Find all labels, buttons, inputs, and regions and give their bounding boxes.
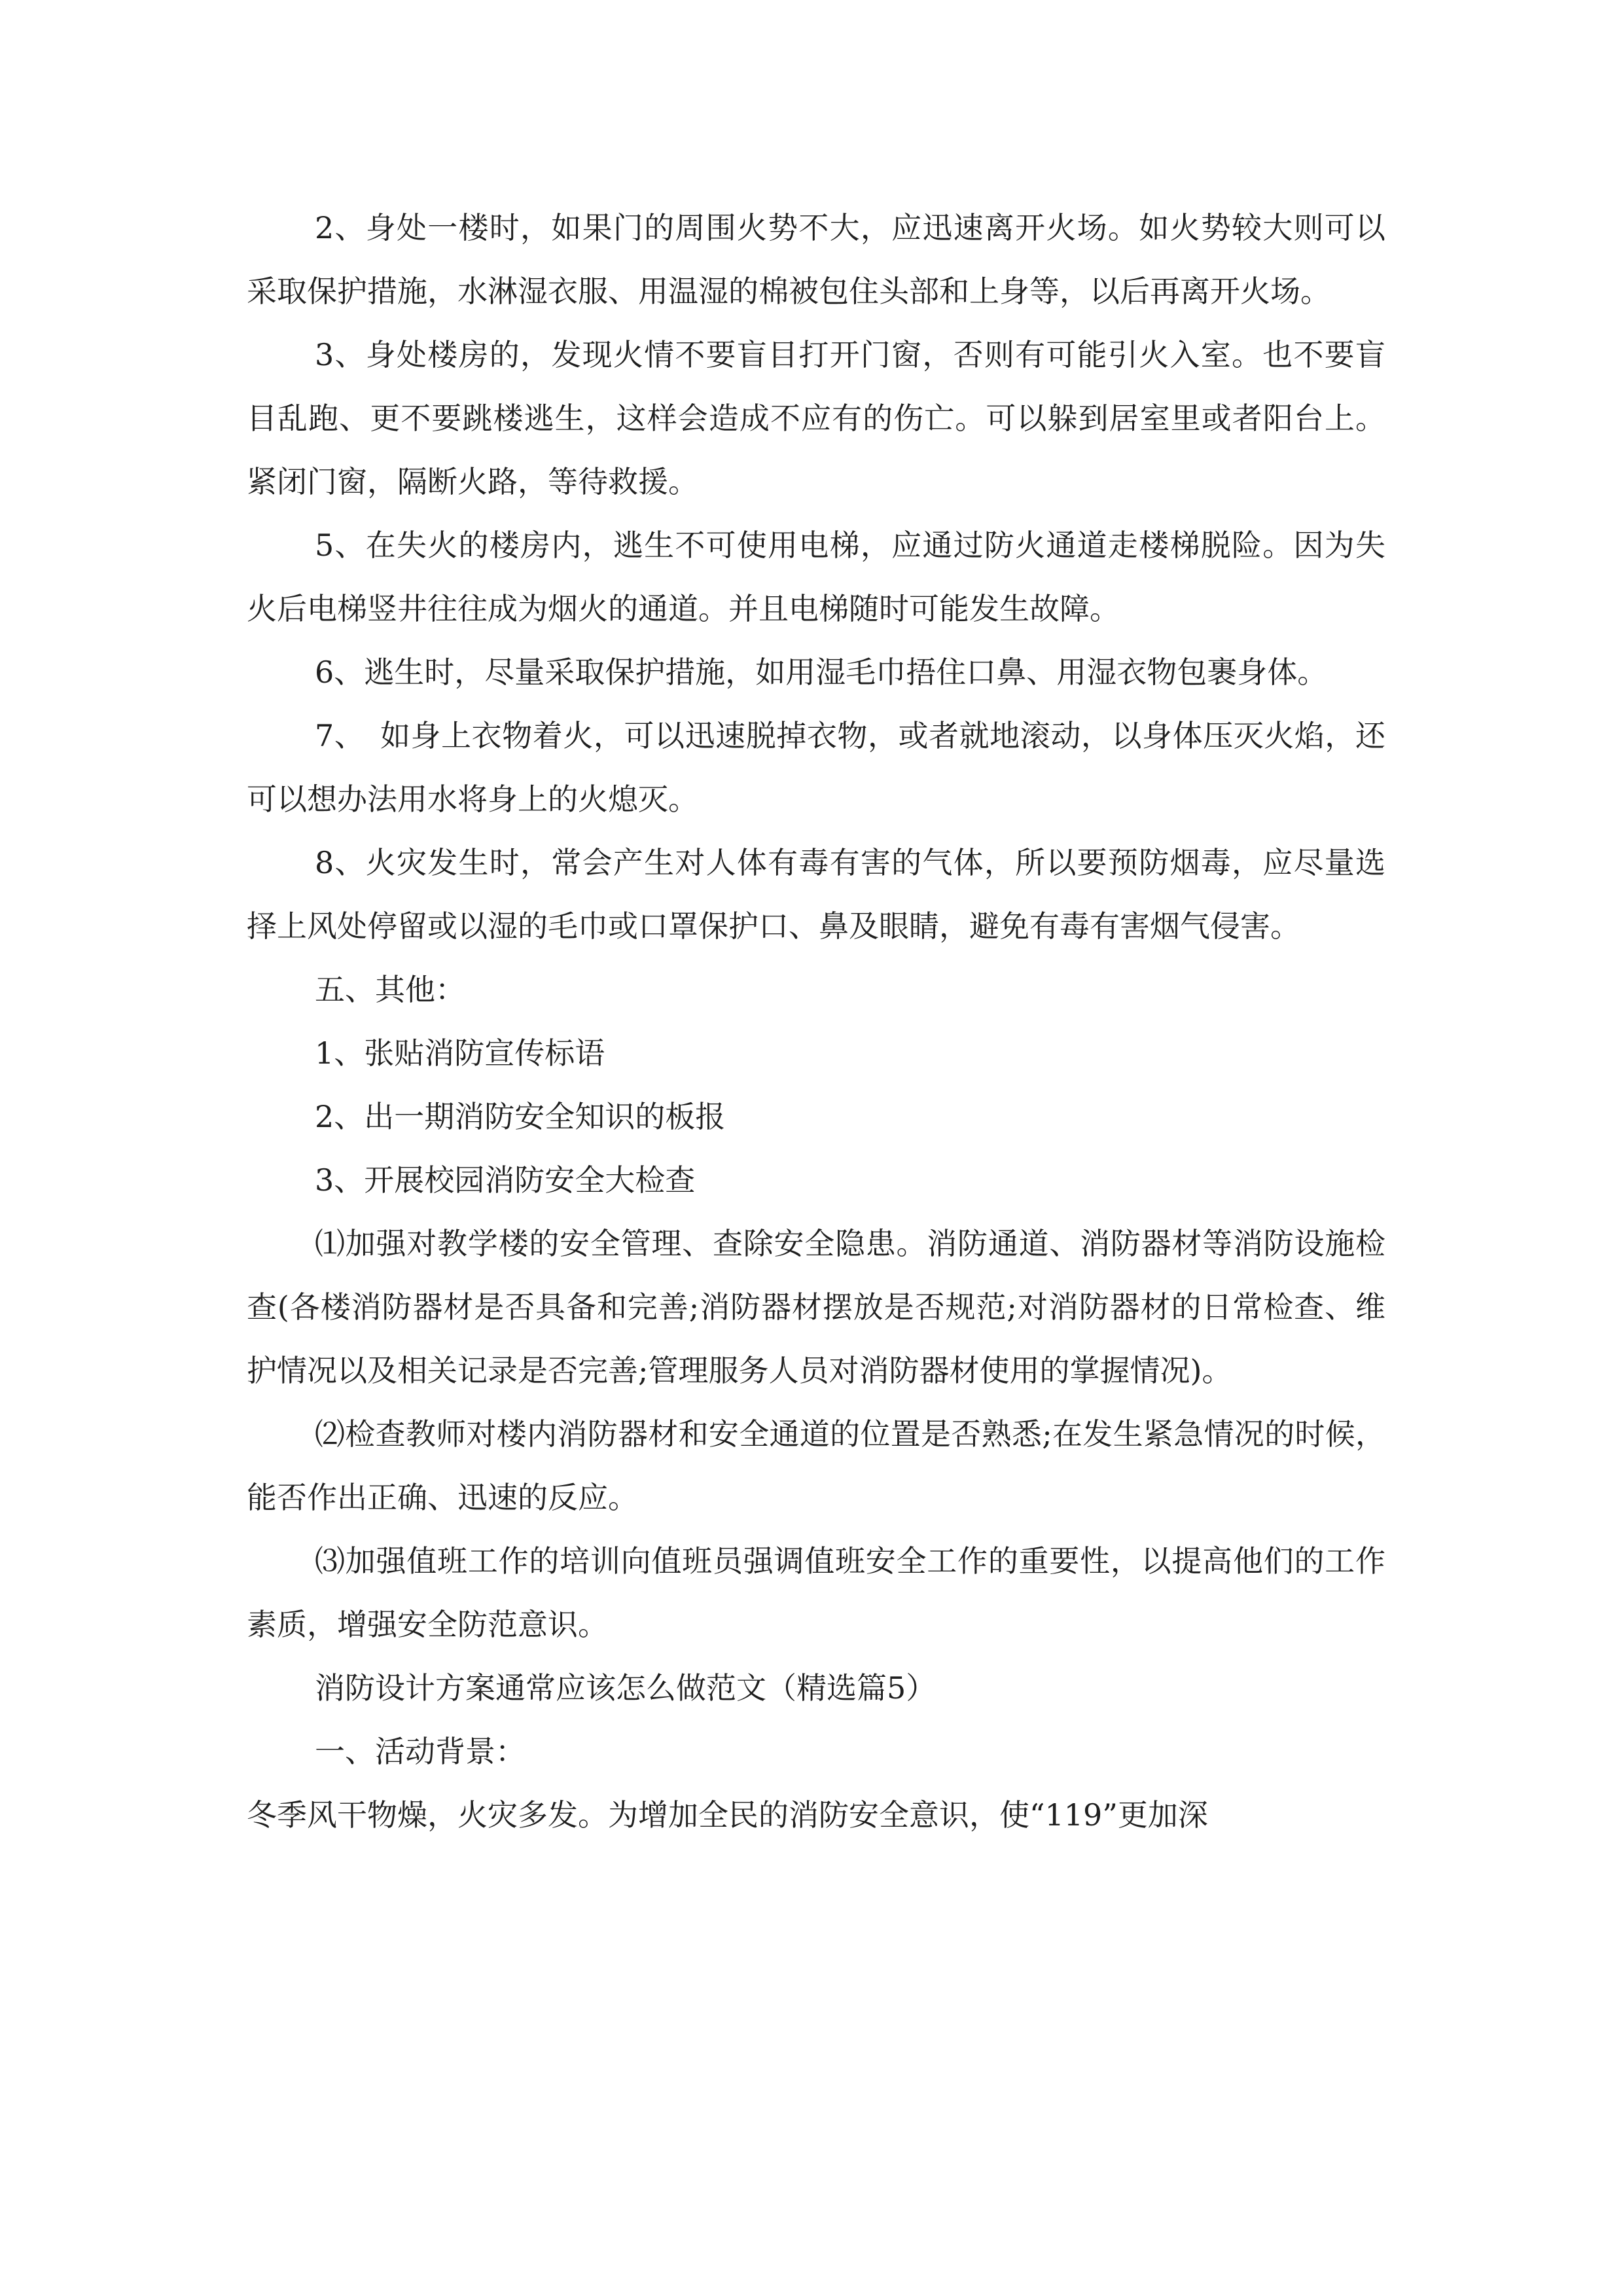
list-item-blackboard: 2、出一期消防安全知识的板报: [315, 1099, 726, 1134]
paragraph-inspection-3: ⑶加强值班工作的培训向值班员强调值班安全工作的重要性，以提高他们的工作素质，增强安全防范意识。: [247, 1543, 1385, 1642]
paragraph-no-elevator: 5、在失火的楼房内，逃生不可使用电梯，应通过防火通道走楼梯脱险。因为失火后电梯竖井往往成为烟火的通道。并且电梯随时可能发生故障。: [247, 528, 1385, 626]
article-title: 消防设计方案通常应该怎么做范文（精选篇5）: [315, 1670, 936, 1706]
paragraph-escape-first-floor: 2、身处一楼时，如果门的周围火势不大，应迅速离开火场。如火势较大则可以采取保护措施，水淋湿衣服、用温湿的棉被包住头部和上身等，以后再离开火场。: [247, 210, 1385, 309]
paragraph-inspection-2: ⑵检查教师对楼内消防器材和安全通道的位置是否熟悉;在发生紧急情况的时候，能否作出正确、迅速的反应。: [247, 1416, 1385, 1515]
paragraph-clothes-on-fire: 7、 如身上衣物着火，可以迅速脱掉衣物，或者就地滚动，以身体压灭火焰，还可以想办法用水将身上的火熄灭。: [247, 718, 1385, 817]
list-item-inspection: 3、开展校园消防安全大检查: [315, 1162, 696, 1198]
list-item-slogans: 1、张贴消防宣传标语: [315, 1035, 605, 1071]
section-heading-background: 一、活动背景：: [315, 1734, 526, 1769]
paragraph-toxic-smoke: 8、火灾发生时，常会产生对人体有毒有害的气体，所以要预防烟毒，应尽量选择上风处停留或以湿的毛巾或口罩保护口、鼻及眼睛，避免有毒有害烟气侵害。: [247, 845, 1385, 944]
document-body: [247, 196, 1385, 1847]
paragraph-escape-building: 3、身处楼房的，发现火情不要盲目打开门窗，否则有可能引火入室。也不要盲目乱跑、更不要跳楼逃生，这样会造成不应有的伤亡。可以躲到居室里或者阳台上。紧闭门窗，隔断火路，等待救援。: [247, 337, 1385, 499]
section-heading-other: 五、其他：: [315, 972, 465, 1007]
paragraph-protective-measures: 6、逃生时，尽量采取保护措施，如用湿毛巾捂住口鼻、用湿衣物包裹身体。: [315, 655, 1328, 690]
paragraph-inspection-1: ⑴加强对教学楼的安全管理、查除安全隐患。消防通道、消防器材等消防设施检查(各楼消防器材是否具备和完善;消防器材摆放是否规范;对消防器材的日常检查、维护情况以及相关记录是否完善;管理服务人员对消防器材使用的掌握情况)。: [247, 1226, 1385, 1388]
paragraph-background: 冬季风干物燥，火灾多发。为增加全民的消防安全意识，使“119”更加深: [247, 1797, 1208, 1833]
